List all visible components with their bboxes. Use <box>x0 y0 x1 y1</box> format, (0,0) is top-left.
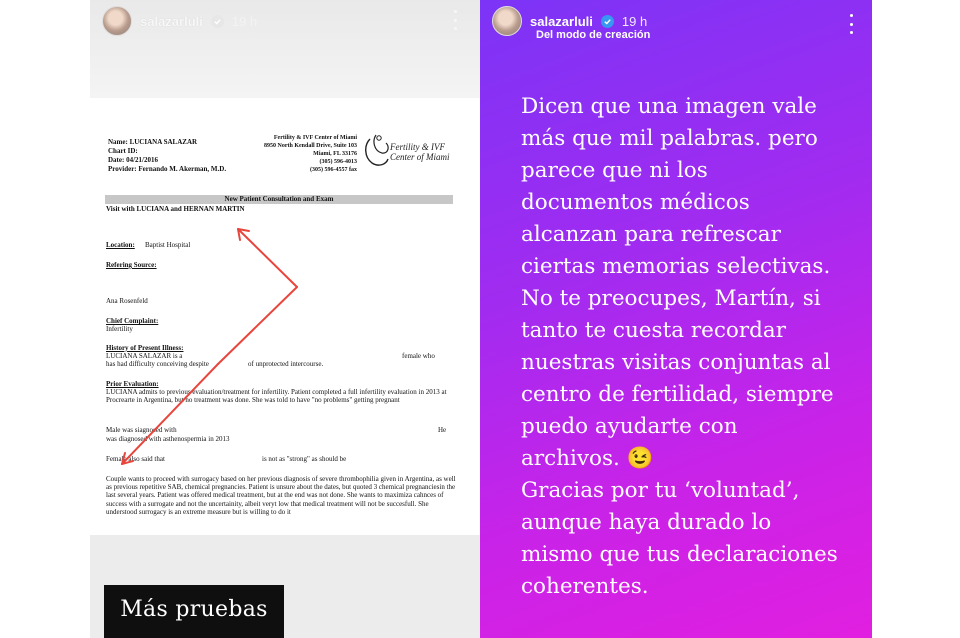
clinic-fax: (305) 596-4557 fax <box>310 167 357 173</box>
section-title: New Patient Consultation and Exam <box>105 195 453 204</box>
logo-line-2: Center of Miami <box>390 152 450 162</box>
prior-evaluation-text: LUCIANA admits to previous evaluation/treatment for infertility. Patient completed a full infertility evaluation in 2013 at Procrearte in Argentina, but no treatment was done. She was told to have "no problems" getting pregnant <box>106 388 447 405</box>
verified-badge-icon <box>601 15 614 28</box>
history-line-2b: of unprotected intercourse. <box>248 360 324 368</box>
female-line-1: Female also said that <box>106 455 165 463</box>
provider: Provider: Fernando M. Akerman, M.D. <box>108 165 227 173</box>
timestamp: 19 h <box>231 13 258 29</box>
refering-label: Refering Source: <box>106 261 157 269</box>
verified-badge-icon <box>211 15 224 28</box>
male-line-2: was diagnosed with asthenospermia in 2013 <box>106 435 230 443</box>
check-icon <box>213 17 222 26</box>
avatar[interactable] <box>492 6 522 36</box>
male-line-1: Male was siagnosed with <box>106 426 177 434</box>
avatar[interactable] <box>102 6 132 36</box>
arrow-up <box>238 229 297 287</box>
creation-mode-label: Del modo de creación <box>536 29 651 41</box>
clinic-name: Fertility & IVF Center of Miami <box>273 135 357 141</box>
right-story[interactable] <box>480 0 872 638</box>
history-line-2: has had difficulty conceiving despite <box>106 360 209 368</box>
left-story-header <box>102 6 257 36</box>
chief-complaint-value: Infertility <box>106 325 133 333</box>
caption-text: Más pruebas <box>120 597 268 622</box>
location-value: Baptist Hospital <box>145 241 191 249</box>
logo-line-1: Fertility & IVF <box>390 142 445 152</box>
story-text: Dicen que una imagen vale más que mil palabras. pero parece que ni los documentos médicos alcanzan para refrescar ciertas memorias selectivas. No te preocupes, Martín, si tanto te cuesta recordar nuestras visitas conjuntas al centro de fertilidad, siempre puedo ayudarte con archivos. 😉 Gracias por tu ‘voluntad’, aunque haya durado lo mismo que tus declaraciones coherentes. <box>521 94 838 599</box>
couple-text: Couple wants to proceed with surrogacy based on her previous diagnosis of severe thrombophilia given in Argentina, as well as previous repetitive SAB, chemical pregnancies. Patient is unsure about the dates, but quoted 3 chemical pregnanciesin the last several years. Patient was offered medical treatment, but at the end was not done. She wants to maximiza cahnces of success with a surrogate and not the uncertainity, albeit veryt low that medical treatment will not be succesfull. She understood surrogacy is an extreme measure but is willing to do it <box>106 475 456 516</box>
left-story[interactable] <box>90 0 480 638</box>
chief-complaint-label: Chief Complaint: <box>106 317 159 325</box>
refering-value: Ana Rosenfeld <box>106 297 148 305</box>
male-line-1b: He <box>438 426 447 434</box>
visit-date: Date: 04/21/2016 <box>108 156 158 164</box>
username[interactable]: salazarluli <box>530 13 593 29</box>
prior-evaluation-label: Prior Evaluation: <box>106 380 159 388</box>
history-line-1: LUCIANA SALAZAR is a <box>106 352 183 360</box>
clinic-city: Miami, FL 33176 <box>313 151 357 157</box>
history-label: History of Present Illness: <box>106 344 184 352</box>
annotation-arrows <box>90 98 480 535</box>
location-label: Location: <box>106 241 135 249</box>
clinic-address: 8950 North Kendall Drive, Suite 103 <box>264 143 357 149</box>
timestamp: 19 h <box>621 13 648 29</box>
arrow-connector <box>218 287 297 364</box>
more-options-icon[interactable] <box>848 14 854 34</box>
arrow-down <box>122 364 218 464</box>
check-icon <box>603 17 612 26</box>
caption-box <box>104 585 284 638</box>
female-line-1b: is not as "strong" as should be <box>262 455 347 463</box>
history-line-1b: female who <box>402 352 435 360</box>
more-options-icon[interactable] <box>452 10 458 30</box>
patient-name: Name: LUCIANA SALAZAR <box>108 138 198 146</box>
visit-line: Visit with LUCIANA and HERNAN MARTIN <box>106 205 245 213</box>
clinic-phone: (305) 596-4013 <box>319 159 357 165</box>
username[interactable]: salazarluli <box>140 13 203 29</box>
chart-id: Chart ID: <box>108 147 138 155</box>
medical-document <box>90 98 480 535</box>
